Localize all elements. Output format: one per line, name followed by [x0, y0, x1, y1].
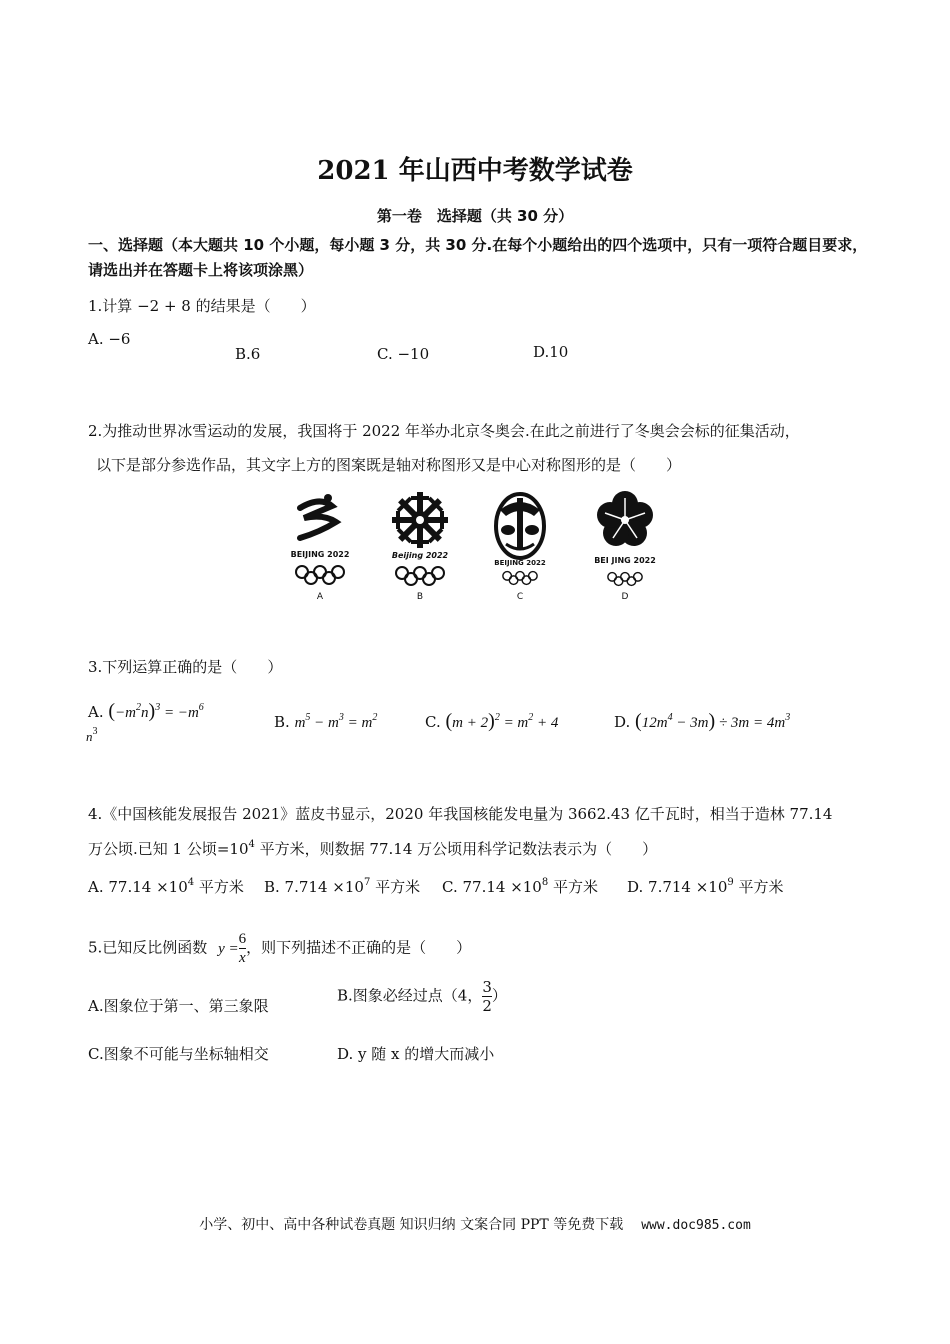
- olympic-rings-icon: [292, 564, 348, 586]
- emblem-c-letter: C: [516, 592, 524, 602]
- q5-stem: 5.已知反比例函数 y = $\frac{6}{x}$ ，则下列描述不正确的是（ ）: [88, 931, 472, 966]
- q5-option-b-fraction: $\frac{3}{2}$: [482, 978, 492, 1015]
- olympic-rings-icon: [500, 569, 540, 587]
- q1-option-a: A. −6: [88, 330, 131, 348]
- q1-option-c: C. −10: [377, 345, 430, 363]
- emblem-a-letter: A: [316, 592, 324, 602]
- q5-option-c: C.图象不可能与坐标轴相交: [88, 1045, 269, 1063]
- q4-option-c: C. $77.14 \times 10^8$ 平方米: [442, 877, 598, 896]
- emblem-b-caption: Beijing 2022: [391, 551, 449, 560]
- q3-option-a-wrap: $n^3$: [86, 726, 98, 744]
- q3-option-c-formula: $(m + 2)^2 = m^2 + 4$: [445, 710, 559, 732]
- q4-option-d: D. $7.714 \times 10^9$ 平方米: [627, 877, 784, 896]
- q1-option-d: D.10: [533, 343, 569, 361]
- snowflake-icon: [370, 488, 470, 550]
- skier-ribbon-icon: [270, 488, 370, 548]
- emblem-d: [575, 488, 675, 608]
- q3-option-b: [274, 712, 377, 732]
- q3-option-b-label: B.: [274, 713, 290, 731]
- q5-option-a: A.图象位于第一、第三象限: [88, 997, 269, 1015]
- emblem-c-caption: BEIJING 2022: [494, 559, 546, 567]
- q5-option-b: B.图象必经过点（4， $\frac{3}{2}$ ）: [337, 978, 507, 1015]
- section-instruction: 一、选择题（本大题共 10 个小题，每小题 3 分，共 30 分.在每个小题给出的四个选项中，只有一项符合题目要求，请选出并在答题卡上将该项涂黑）: [88, 236, 868, 279]
- footer-url[interactable]: www.doc985.com: [641, 1218, 751, 1233]
- emblem-options: [270, 488, 680, 608]
- q1-option-b: B.6: [235, 345, 261, 363]
- q2-stem-line1: 2.为推动世界冰雪运动的发展，我国将于 2022 年举办北京冬奥会.在此之前进行了冬奥会会标的征集活动，: [88, 422, 800, 440]
- plum-blossom-icon: [575, 488, 675, 552]
- q4-stem-line1: 4.《中国核能发展报告 2021》蓝皮书显示，2020 年我国核能发电量为 3662.43 亿千瓦时，相当于造林 77.14: [88, 805, 833, 823]
- section-heading: 第一卷 选择题（共 30 分）: [376, 207, 574, 225]
- q1-stem: 1.计算 −2 + 8 的结果是（ ）: [88, 297, 316, 315]
- q4-option-a: A. $77.14 \times 10^4$ 平方米: [88, 877, 244, 896]
- q3-option-c-label: C.: [425, 713, 441, 731]
- emblem-c: [470, 488, 570, 608]
- q3-option-d-label: D.: [614, 713, 631, 731]
- q3-option-d-formula: $(12m^4 - 3m) \div 3m = 4m^3$: [635, 710, 791, 732]
- q3-option-a-label: A.: [88, 703, 104, 721]
- page-footer: [0, 1214, 950, 1234]
- q5-option-d: D. y 随 x 的增大而减小: [337, 1045, 495, 1063]
- q3-option-b-formula: $m^5 - m^3 = m^2$: [294, 712, 378, 731]
- emblem-d-letter: D: [621, 592, 629, 602]
- q3-option-d: [614, 710, 790, 733]
- page-title: 2021 年山西中考数学试卷: [317, 156, 633, 186]
- olympic-rings-icon: [605, 570, 645, 588]
- q3-option-a: [88, 700, 204, 723]
- emblem-a-caption: BEIJING 2022: [290, 550, 350, 559]
- q5-fraction: $\frac{6}{x}$: [238, 931, 247, 966]
- emblem-a: [270, 488, 370, 608]
- q3-option-a-formula: $(-m^2n)^3 = -m^6$: [108, 700, 204, 722]
- footer-text: 小学、初中、高中各种试卷真题 知识归纳 文案合同 PPT 等免费下载: [199, 1217, 624, 1233]
- q4-option-b: B. $7.714 \times 10^7$ 平方米: [264, 877, 421, 896]
- q3-stem: 3.下列运算正确的是（ ）: [88, 658, 283, 676]
- q4-stem-line2: 万公顷.已知 1 公顷$=10^4$ 平方米，则数据 77.14 万公顷用科学记数法表示为（ ）: [88, 839, 658, 858]
- emblem-b: [370, 488, 470, 608]
- opera-mask-icon: [470, 488, 570, 560]
- q3-option-c: [425, 710, 558, 733]
- emblem-b-letter: B: [416, 592, 424, 602]
- olympic-rings-icon: [392, 565, 448, 587]
- emblem-d-caption: BEI JING 2022: [594, 556, 656, 565]
- q2-stem-line2: 以下是部分参选作品，其文字上方的图案既是轴对称图形又是中心对称图形的是（ ）: [96, 456, 682, 474]
